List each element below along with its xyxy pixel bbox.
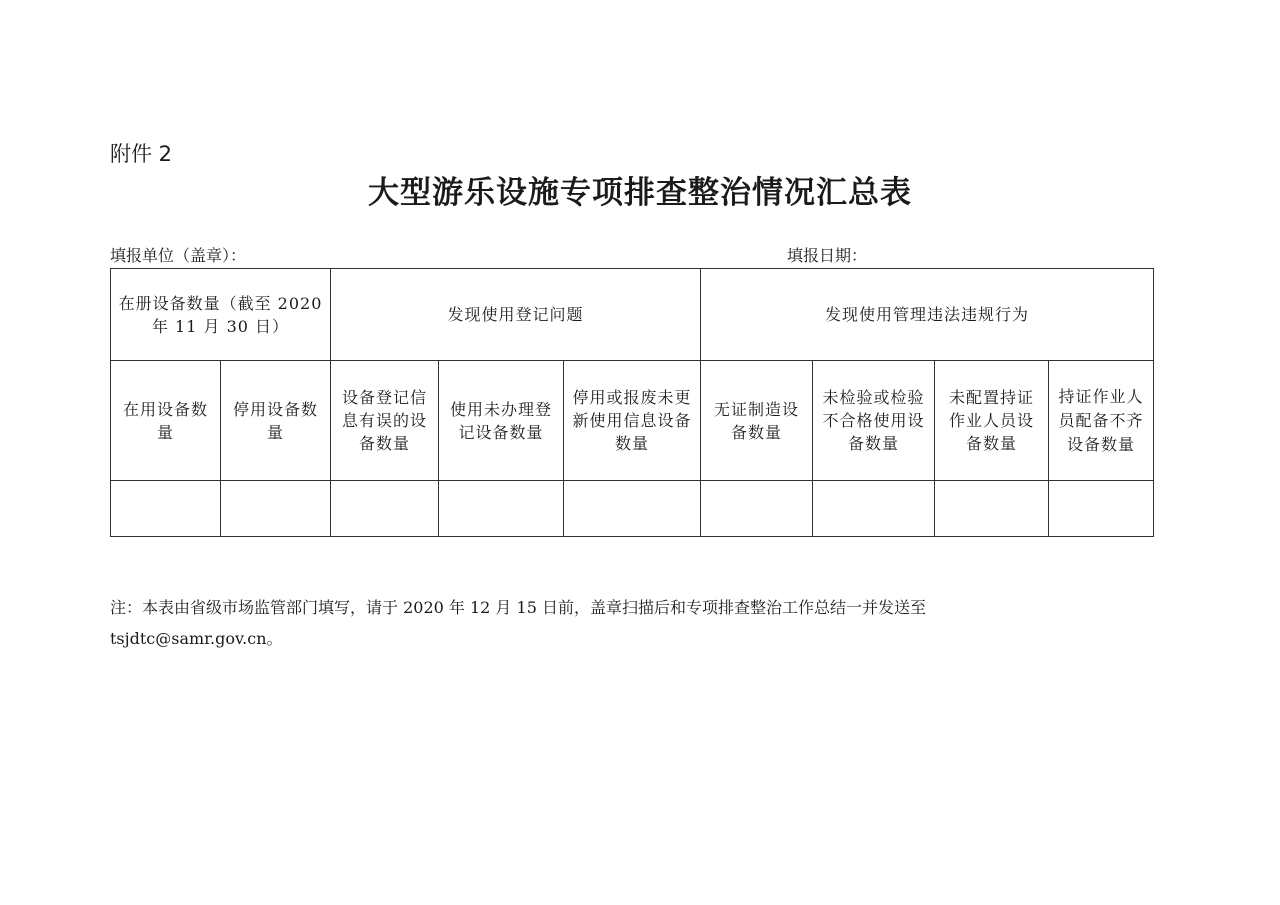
footnote <box>110 592 1070 654</box>
fill-date-label: 填报日期： <box>787 246 868 265</box>
cell-in-use-count[interactable] <box>111 481 221 537</box>
cell-no-certified-operator-count[interactable] <box>935 481 1049 537</box>
cell-insufficient-operator-count[interactable] <box>1049 481 1154 537</box>
header-in-use-count: 在用设备数量 <box>111 361 221 481</box>
header-uninspected-count: 未检验或检验不合格使用设备数量 <box>813 361 935 481</box>
header-registered-devices: 在册设备数量（截至 2020 年 11 月 30 日） <box>111 269 331 361</box>
header-out-of-use-count: 停用设备数量 <box>221 361 331 481</box>
group-header-row <box>111 269 1154 361</box>
cell-uninspected-count[interactable] <box>813 481 935 537</box>
document-title: 大型游乐设施专项排查整治情况汇总表 <box>368 175 912 211</box>
header-registration-issues: 发现使用登记问题 <box>331 269 701 361</box>
header-not-updated-count: 停用或报废未更新使用信息设备数量 <box>564 361 701 481</box>
attachment-label: 附件 2 <box>110 142 173 166</box>
header-unlicensed-manufacture-count: 无证制造设备数量 <box>701 361 813 481</box>
fill-unit-label: 填报单位（盖章）： <box>110 246 247 265</box>
cell-not-updated-count[interactable] <box>564 481 701 537</box>
footnote-line-1: 注：本表由省级市场监管部门填写，请于 2020 年 12 月 15 日前，盖章扫描后和专项排查整治工作总结一并发送至 <box>110 598 926 617</box>
header-registration-error-count: 设备登记信息有误的设备数量 <box>331 361 439 481</box>
header-no-certified-operator-count: 未配置持证作业人员设备数量 <box>935 361 1049 481</box>
sub-header-row <box>111 361 1154 481</box>
header-management-violations: 发现使用管理违法违规行为 <box>701 269 1154 361</box>
cell-unlicensed-manufacture-count[interactable] <box>701 481 813 537</box>
table-row <box>111 481 1154 537</box>
header-insufficient-operator-count: 持证作业人员配备不齐设备数量 <box>1049 361 1154 481</box>
footnote-line-2: tsjdtc@samr.gov.cn。 <box>110 629 283 648</box>
cell-out-of-use-count[interactable] <box>221 481 331 537</box>
cell-registration-error-count[interactable] <box>331 481 439 537</box>
cell-unregistered-count[interactable] <box>439 481 564 537</box>
header-unregistered-count: 使用未办理登记设备数量 <box>439 361 564 481</box>
summary-table <box>110 268 1154 537</box>
